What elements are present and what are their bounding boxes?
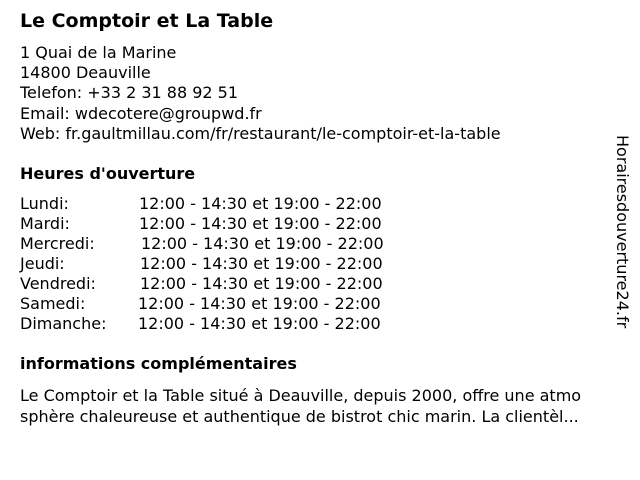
hours-row-saturday — [20, 294, 384, 314]
description-line: sphère chaleureuse et authentique de bistrot chic marin. La clientèl... — [20, 407, 579, 426]
hours-time: 12:00 - 14:30 et 19:00 - 22:00 — [140, 274, 383, 293]
hours-day: Lundi: — [20, 194, 69, 213]
hours-time: 12:00 - 14:30 et 19:00 - 22:00 — [140, 254, 383, 273]
hours-row-monday — [20, 194, 384, 214]
hours-row-wednesday — [20, 234, 384, 254]
hours-time: 12:00 - 14:30 et 19:00 - 22:00 — [138, 294, 381, 313]
phone-number: Telefon: +33 2 31 88 92 51 — [20, 83, 239, 103]
hours-time: 12:00 - 14:30 et 19:00 - 22:00 — [139, 194, 382, 213]
hours-time: 12:00 - 14:30 et 19:00 - 22:00 — [138, 314, 381, 333]
page-title: Le Comptoir et La Table — [20, 10, 274, 32]
restaurant-description — [20, 355, 630, 427]
website-url: Web: fr.gaultmillau.com/fr/restaurant/le-comptoir-et-la-table — [20, 123, 501, 143]
contact-block — [20, 43, 501, 144]
hours-time: 12:00 - 14:30 et 19:00 - 22:00 — [141, 234, 384, 253]
hours-day: Mardi: — [20, 214, 70, 233]
watermark-text: Horairesdouverture24.fr — [613, 135, 632, 329]
hours-day: Dimanche: — [20, 314, 107, 333]
opening-hours-heading: Heures d'ouverture — [20, 164, 196, 183]
hours-row-friday — [20, 274, 384, 294]
address-street: 1 Quai de la Marine — [20, 43, 177, 62]
address-city: 14800 Deauville — [20, 63, 151, 83]
hours-time: 12:00 - 14:30 et 19:00 - 22:00 — [139, 214, 382, 233]
additional-info-heading: informations complémentaires — [20, 354, 297, 373]
hours-day: Samedi: — [20, 294, 86, 313]
hours-day: Mercredi: — [20, 234, 95, 253]
description-line: Le Comptoir et la Table situé à Deauville, depuis 2000, offre une atmo — [20, 386, 582, 405]
watermark — [613, 135, 640, 350]
email-address: Email: wdecotere@groupwd.fr — [20, 103, 262, 123]
opening-hours-table — [20, 194, 384, 334]
hours-row-tuesday — [20, 214, 384, 234]
hours-row-sunday — [20, 314, 384, 334]
hours-day: Jeudi: — [20, 254, 65, 273]
hours-day: Vendredi: — [20, 274, 96, 293]
hours-row-thursday — [20, 254, 384, 274]
